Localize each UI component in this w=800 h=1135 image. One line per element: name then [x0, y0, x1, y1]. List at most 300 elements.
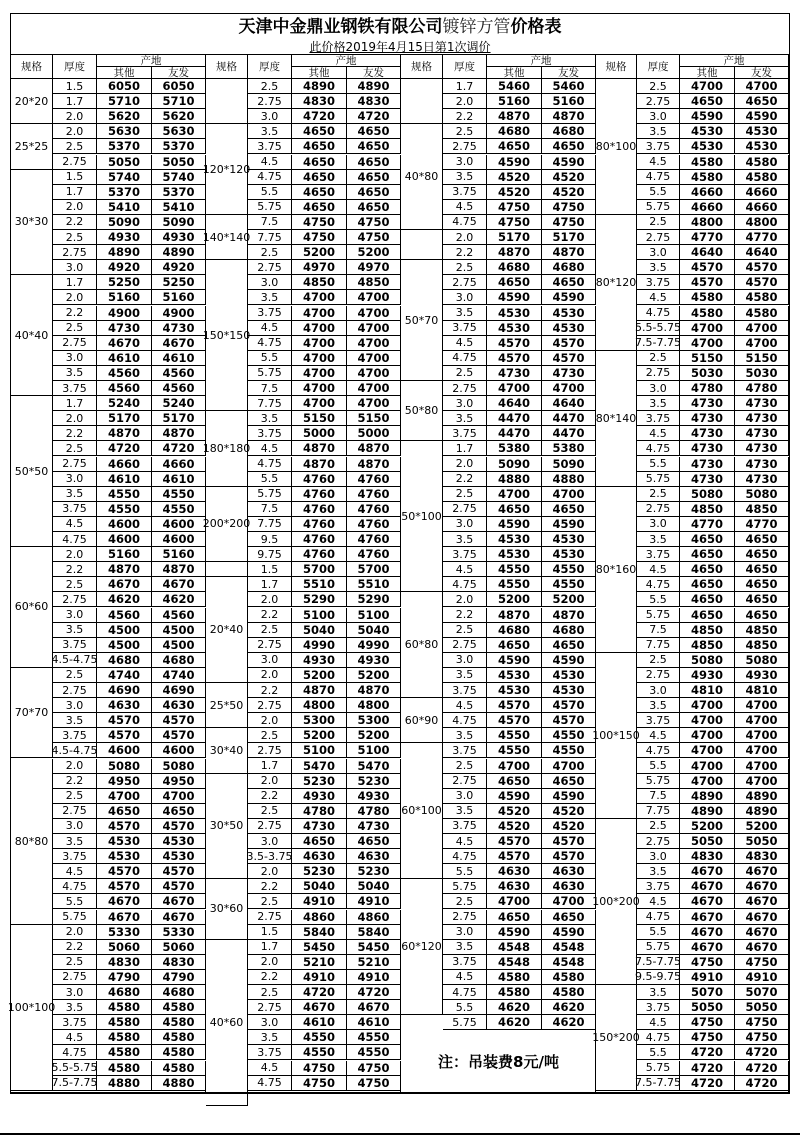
price-youfa-cell: 4670: [735, 940, 789, 955]
thickness-cell: 7.5: [637, 789, 680, 804]
price-youfa-cell: 4750: [542, 200, 596, 215]
thickness-cell: 5.75: [637, 608, 680, 623]
price-youfa-cell: 4970: [347, 260, 401, 275]
price-other-cell: 4550: [487, 562, 542, 577]
price-youfa-cell: 5000: [347, 426, 401, 441]
price-youfa-cell: 4830: [735, 849, 789, 864]
price-other-cell: 4650: [487, 502, 542, 517]
price-other-cell: 4730: [680, 426, 735, 441]
thickness-cell: 7.5-7.75: [51, 1076, 98, 1090]
price-other-cell: 4800: [680, 215, 735, 230]
thickness-cell: 3.75: [248, 1045, 292, 1060]
thickness-cell: 3.75: [443, 955, 487, 970]
header-other: 其他: [292, 67, 347, 79]
thickness-cell: 2.2: [248, 683, 292, 698]
header-other: 其他: [680, 67, 735, 79]
price-youfa-cell: 4570: [152, 728, 206, 743]
price-youfa-cell: 6050: [152, 79, 206, 94]
price-other-cell: 5200: [292, 668, 347, 683]
price-youfa-cell: 4870: [347, 441, 401, 456]
price-other-cell: 4650: [292, 139, 347, 154]
price-other-cell: 6050: [97, 79, 152, 94]
thickness-cell: 3.5: [248, 1030, 292, 1045]
price-youfa-cell: 5160: [152, 547, 206, 562]
price-youfa-cell: 4610: [152, 472, 206, 487]
price-youfa-cell: 4530: [735, 124, 789, 139]
price-youfa-cell: 4670: [152, 894, 206, 909]
price-youfa-cell: 4600: [152, 743, 206, 758]
thickness-cell: 2.5: [637, 653, 680, 668]
price-youfa-cell: 4800: [735, 215, 789, 230]
price-other-cell: 4700: [292, 366, 347, 381]
price-youfa-cell: 4630: [152, 698, 206, 713]
price-other-cell: 4700: [680, 321, 735, 336]
price-youfa-cell: 5090: [152, 215, 206, 230]
price-other-cell: 4830: [292, 94, 347, 109]
price-other-cell: 4650: [292, 834, 347, 849]
price-youfa-cell: 4720: [735, 1061, 789, 1076]
price-youfa-cell: 4570: [542, 849, 596, 864]
thickness-cell: 1.7: [53, 94, 97, 109]
header-youfa: 友发: [542, 67, 596, 79]
thickness-cell: 5.5: [637, 759, 680, 774]
spec-group-cell: 80*140: [596, 351, 637, 487]
price-other-cell: 4670: [97, 336, 152, 351]
price-other-cell: 4920: [97, 260, 152, 275]
price-other-cell: 5460: [487, 79, 542, 94]
price-other-cell: 4730: [680, 457, 735, 472]
price-youfa-cell: 4830: [152, 955, 206, 970]
spec-group-cell: 40*80: [401, 124, 443, 230]
price-other-cell: 4760: [292, 472, 347, 487]
price-youfa-cell: 5060: [152, 940, 206, 955]
thickness-cell: 1.7: [248, 577, 292, 592]
thickness-cell: 4.5: [53, 864, 97, 879]
price-youfa-cell: 5080: [152, 759, 206, 774]
price-other-cell: 4730: [97, 321, 152, 336]
price-other-cell: 4570: [97, 879, 152, 894]
price-other-cell: 5160: [97, 290, 152, 305]
thickness-cell: 2.75: [443, 139, 487, 154]
price-youfa-cell: 4650: [542, 910, 596, 925]
price-youfa-cell: 4650: [347, 185, 401, 200]
price-youfa-cell: 4630: [542, 879, 596, 894]
price-other-cell: 4470: [487, 411, 542, 426]
thickness-cell: 3.75: [53, 381, 97, 396]
price-other-cell: 4700: [292, 306, 347, 321]
thickness-cell: 3.75: [53, 728, 97, 743]
price-other-cell: 4660: [97, 457, 152, 472]
thickness-cell: 2.0: [53, 759, 97, 774]
thickness-cell: 3.5: [248, 124, 292, 139]
price-other-cell: 4750: [292, 215, 347, 230]
price-youfa-cell: 4530: [542, 532, 596, 547]
price-other-cell: 4670: [680, 940, 735, 955]
price-youfa-cell: 4700: [735, 336, 789, 351]
price-youfa-cell: 4760: [347, 547, 401, 562]
price-youfa-cell: 4770: [735, 517, 789, 532]
price-youfa-cell: 4700: [347, 351, 401, 366]
price-youfa-cell: 4550: [542, 743, 596, 758]
thickness-cell: 2.5: [248, 728, 292, 743]
price-other-cell: 4700: [487, 487, 542, 502]
price-other-cell: 5840: [292, 925, 347, 940]
thickness-cell: 5.75: [637, 940, 680, 955]
price-other-cell: 4780: [292, 804, 347, 819]
thickness-cell: 4.75: [443, 849, 487, 864]
thickness-cell: 2.75: [443, 381, 487, 396]
thickness-cell: 3.5: [53, 487, 97, 502]
price-other-cell: 4640: [680, 245, 735, 260]
price-other-cell: 5410: [97, 200, 152, 215]
price-youfa-cell: 4570: [542, 336, 596, 351]
thickness-cell: 5.5: [443, 864, 487, 879]
price-other-cell: 4570: [487, 351, 542, 366]
price-other-cell: 4650: [97, 804, 152, 819]
header-other: 其他: [97, 67, 152, 79]
price-youfa-cell: 4870: [542, 608, 596, 623]
price-other-cell: 5210: [292, 955, 347, 970]
price-youfa-cell: 4590: [735, 109, 789, 124]
price-other-cell: 4770: [680, 517, 735, 532]
price-youfa-cell: 5200: [347, 245, 401, 260]
thickness-cell: 3.0: [637, 517, 680, 532]
price-other-cell: 4650: [292, 185, 347, 200]
price-youfa-cell: 4730: [735, 441, 789, 456]
price-youfa-cell: 4590: [542, 155, 596, 170]
price-other-cell: 4580: [487, 970, 542, 985]
price-other-cell: 4570: [97, 819, 152, 834]
price-youfa-cell: 4870: [347, 457, 401, 472]
price-other-cell: 4570: [680, 260, 735, 275]
price-other-cell: 4760: [292, 532, 347, 547]
thickness-cell: 2.75: [248, 260, 292, 275]
price-youfa-cell: 4550: [542, 728, 596, 743]
price-youfa-cell: 4580: [152, 1000, 206, 1015]
thickness-cell: 3.0: [637, 109, 680, 124]
thickness-cell: 2.0: [443, 457, 487, 472]
price-youfa-cell: 4670: [735, 864, 789, 879]
price-youfa-cell: 4780: [347, 804, 401, 819]
thickness-cell: 2.5: [443, 124, 487, 139]
price-youfa-cell: 4640: [735, 245, 789, 260]
price-other-cell: 4700: [680, 743, 735, 758]
thickness-cell: 3.75: [443, 321, 487, 336]
price-other-cell: 4760: [292, 547, 347, 562]
price-youfa-cell: 4950: [152, 774, 206, 789]
price-youfa-cell: 4550: [152, 502, 206, 517]
price-other-cell: 4530: [97, 849, 152, 864]
thickness-cell: 2.0: [443, 230, 487, 245]
price-youfa-cell: 5040: [347, 623, 401, 638]
thickness-cell: 2.75: [248, 698, 292, 713]
price-youfa-cell: 4700: [347, 381, 401, 396]
thickness-cell: 4.5: [443, 200, 487, 215]
price-youfa-cell: 4530: [542, 306, 596, 321]
price-youfa-cell: 4660: [735, 200, 789, 215]
price-other-cell: 4530: [487, 683, 542, 698]
price-other-cell: 4520: [487, 185, 542, 200]
price-youfa-cell: 5250: [152, 275, 206, 290]
price-other-cell: 4670: [680, 864, 735, 879]
price-other-cell: 4720: [97, 441, 152, 456]
price-youfa-cell: 5050: [735, 834, 789, 849]
price-youfa-cell: 5370: [152, 185, 206, 200]
price-youfa-cell: 4670: [735, 894, 789, 909]
price-youfa-cell: 4650: [542, 638, 596, 653]
thickness-cell: 2.5: [637, 79, 680, 94]
price-youfa-cell: 4650: [347, 170, 401, 185]
thickness-cell: 2.2: [248, 879, 292, 894]
price-youfa-cell: 4920: [152, 260, 206, 275]
price-other-cell: 4700: [680, 79, 735, 94]
price-other-cell: 4590: [487, 653, 542, 668]
thickness-cell: 2.5: [637, 351, 680, 366]
price-youfa-cell: 4590: [542, 290, 596, 305]
thickness-cell: 2.2: [443, 608, 487, 623]
price-other-cell: 5150: [292, 411, 347, 426]
thickness-cell: 2.5: [53, 955, 97, 970]
price-other-cell: 4650: [292, 155, 347, 170]
price-other-cell: 4590: [487, 155, 542, 170]
price-other-cell: 5050: [680, 834, 735, 849]
price-youfa-cell: 4750: [735, 1030, 789, 1045]
thickness-cell: 3.0: [53, 819, 97, 834]
spec-group-cell: 50*50: [11, 396, 53, 547]
price-youfa-cell: 4700: [347, 336, 401, 351]
thickness-cell: 3.75: [443, 547, 487, 562]
price-youfa-cell: 4530: [542, 683, 596, 698]
price-other-cell: 4580: [680, 155, 735, 170]
price-other-cell: 5080: [680, 653, 735, 668]
price-other-cell: 4750: [680, 955, 735, 970]
thickness-cell: 7.5: [637, 623, 680, 638]
thickness-cell: 2.5: [443, 894, 487, 909]
price-adjust-notice: 此价格2019年4月15日第1次调价: [10, 40, 790, 54]
price-other-cell: 4560: [97, 608, 152, 623]
thickness-cell: 2.5: [53, 321, 97, 336]
thickness-cell: 3.5: [443, 532, 487, 547]
spec-group-cell: 60*80: [401, 592, 443, 698]
price-other-cell: 4730: [680, 472, 735, 487]
price-other-cell: 4700: [292, 321, 347, 336]
thickness-cell: 2.75: [53, 245, 97, 260]
price-other-cell: 5050: [97, 155, 152, 170]
thickness-cell: 3.5: [443, 668, 487, 683]
thickness-cell: 2.5: [53, 789, 97, 804]
thickness-cell: 5.5: [248, 351, 292, 366]
price-youfa-cell: 4550: [347, 1030, 401, 1045]
price-other-cell: 4570: [487, 849, 542, 864]
price-youfa-cell: 4610: [152, 351, 206, 366]
spec-group-cell: 80*80: [11, 759, 53, 925]
header-spec: 规格: [11, 55, 53, 79]
thickness-cell: 2.2: [53, 940, 97, 955]
price-youfa-cell: 4870: [347, 683, 401, 698]
thickness-cell: 7.75: [248, 230, 292, 245]
price-other-cell: 5200: [292, 728, 347, 743]
thickness-cell: 5.75: [637, 774, 680, 789]
price-youfa-cell: 4620: [542, 1000, 596, 1015]
price-other-cell: 4870: [97, 562, 152, 577]
price-youfa-cell: 4580: [735, 170, 789, 185]
thickness-cell: 4.5: [637, 728, 680, 743]
thickness-cell: 3.5: [637, 864, 680, 879]
price-other-cell: 4690: [97, 683, 152, 698]
price-other-cell: 4650: [292, 200, 347, 215]
price-other-cell: 4850: [680, 638, 735, 653]
thickness-cell: 2.75: [443, 910, 487, 925]
thickness-cell: 3.5: [53, 623, 97, 638]
thickness-cell: 4.5: [443, 698, 487, 713]
spec-group-cell: 20*40: [206, 577, 248, 683]
price-other-cell: 4570: [680, 275, 735, 290]
price-other-cell: 4850: [292, 275, 347, 290]
thickness-cell: 5.75: [248, 487, 292, 502]
price-other-cell: 4750: [680, 1030, 735, 1045]
price-youfa-cell: 4650: [735, 562, 789, 577]
price-other-cell: 4548: [487, 940, 542, 955]
price-other-cell: 4530: [487, 306, 542, 321]
price-youfa-cell: 4780: [735, 381, 789, 396]
price-other-cell: 4620: [487, 1000, 542, 1015]
price-youfa-cell: 5330: [152, 925, 206, 940]
thickness-cell: 3.0: [637, 683, 680, 698]
price-other-cell: 4610: [292, 1015, 347, 1030]
price-other-cell: 4730: [292, 819, 347, 834]
price-youfa-cell: 4930: [152, 230, 206, 245]
spec-group-cell: 60*120: [401, 879, 443, 1015]
thickness-cell: 4.5: [637, 1015, 680, 1030]
price-youfa-cell: 4890: [735, 804, 789, 819]
price-youfa-cell: 5160: [542, 94, 596, 109]
sheet-title: [10, 13, 790, 40]
price-youfa-cell: 4670: [347, 1000, 401, 1015]
thickness-cell: 3.0: [443, 155, 487, 170]
thickness-cell: 2.0: [53, 411, 97, 426]
price-youfa-cell: 4700: [347, 306, 401, 321]
thickness-cell: 3.0: [443, 517, 487, 532]
spec-group-cell: 180*180: [206, 411, 248, 487]
blank-area: [11, 1091, 206, 1093]
price-other-cell: 4910: [292, 894, 347, 909]
price-youfa-cell: 4730: [735, 396, 789, 411]
thickness-cell: 3.75: [637, 1000, 680, 1015]
price-youfa-cell: 4750: [542, 215, 596, 230]
thickness-cell: 3.75: [248, 426, 292, 441]
price-youfa-cell: 5160: [152, 290, 206, 305]
thickness-cell: 9.5: [248, 532, 292, 547]
price-other-cell: 4670: [97, 910, 152, 925]
thickness-cell: 3.75: [637, 547, 680, 562]
price-youfa-cell: 4930: [735, 668, 789, 683]
thickness-cell: 5.5: [637, 185, 680, 200]
price-youfa-cell: 4700: [735, 759, 789, 774]
price-other-cell: 5710: [97, 94, 152, 109]
price-youfa-cell: 5200: [347, 668, 401, 683]
price-other-cell: 4670: [292, 1000, 347, 1015]
thickness-cell: 2.0: [248, 774, 292, 789]
price-youfa-cell: 4880: [152, 1076, 206, 1091]
spec-group-cell: 100*100: [11, 925, 53, 1091]
title-suffix: 价格表: [510, 17, 562, 37]
price-youfa-cell: 4760: [347, 487, 401, 502]
price-other-cell: 4860: [292, 910, 347, 925]
price-other-cell: 4650: [680, 608, 735, 623]
price-other-cell: 5050: [680, 1000, 735, 1015]
header-spec: 规格: [206, 55, 248, 79]
thickness-cell: 3.5: [443, 411, 487, 426]
spec-group-cell: 100*150: [596, 653, 637, 819]
thickness-cell: 2.75: [443, 502, 487, 517]
price-other-cell: 4870: [487, 608, 542, 623]
hoisting-fee-note: 注：吊装费8元/吨: [438, 1053, 559, 1072]
price-other-cell: 4890: [97, 245, 152, 260]
price-youfa-cell: 4650: [735, 577, 789, 592]
price-youfa-cell: 4570: [542, 713, 596, 728]
thickness-cell: 2.0: [53, 109, 97, 124]
price-youfa-cell: 4750: [347, 215, 401, 230]
price-other-cell: 5080: [97, 759, 152, 774]
price-other-cell: 5300: [292, 713, 347, 728]
thickness-cell: 7.5: [248, 381, 292, 396]
price-other-cell: 4700: [292, 381, 347, 396]
price-youfa-cell: 5200: [347, 728, 401, 743]
thickness-cell: 7.5-7.75: [635, 955, 681, 969]
price-youfa-cell: 5450: [347, 940, 401, 955]
price-other-cell: 4900: [97, 306, 152, 321]
thickness-cell: 5.75: [637, 472, 680, 487]
thickness-cell: 2.0: [248, 864, 292, 879]
thickness-cell: 2.5: [443, 759, 487, 774]
price-other-cell: 5290: [292, 592, 347, 607]
price-youfa-cell: 4590: [542, 653, 596, 668]
thickness-cell: 3.0: [53, 608, 97, 623]
thickness-cell: 4.5: [443, 336, 487, 351]
thickness-cell: 5.5: [248, 185, 292, 200]
price-other-cell: 4850: [680, 502, 735, 517]
thickness-cell: 3.75: [637, 713, 680, 728]
price-youfa-cell: 4650: [735, 532, 789, 547]
thickness-cell: 3.75: [443, 819, 487, 834]
thickness-cell: 5.5: [53, 894, 97, 909]
price-other-cell: 4930: [292, 789, 347, 804]
price-youfa-cell: 4570: [152, 713, 206, 728]
thickness-cell: 3.75: [248, 139, 292, 154]
price-other-cell: 4570: [97, 864, 152, 879]
price-other-cell: 4548: [487, 955, 542, 970]
price-other-cell: 4800: [292, 698, 347, 713]
price-other-cell: 4720: [680, 1045, 735, 1060]
price-youfa-cell: 4650: [347, 200, 401, 215]
thickness-cell: 4.75: [637, 170, 680, 185]
price-youfa-cell: 5080: [735, 653, 789, 668]
price-youfa-cell: 4750: [347, 1061, 401, 1076]
price-other-cell: 4650: [680, 577, 735, 592]
price-youfa-cell: 4730: [347, 819, 401, 834]
price-other-cell: 4720: [292, 109, 347, 124]
price-youfa-cell: 4570: [152, 879, 206, 894]
price-youfa-cell: 4850: [735, 623, 789, 638]
price-other-cell: 5170: [97, 411, 152, 426]
thickness-cell: 4.75: [637, 1030, 680, 1045]
thickness-cell: 4.5: [637, 426, 680, 441]
spec-group-cell: 40*60: [206, 940, 248, 1106]
thickness-cell: 2.5: [53, 577, 97, 592]
thickness-cell: 2.0: [248, 668, 292, 683]
price-other-cell: 4720: [292, 985, 347, 1000]
price-other-cell: 4670: [680, 894, 735, 909]
